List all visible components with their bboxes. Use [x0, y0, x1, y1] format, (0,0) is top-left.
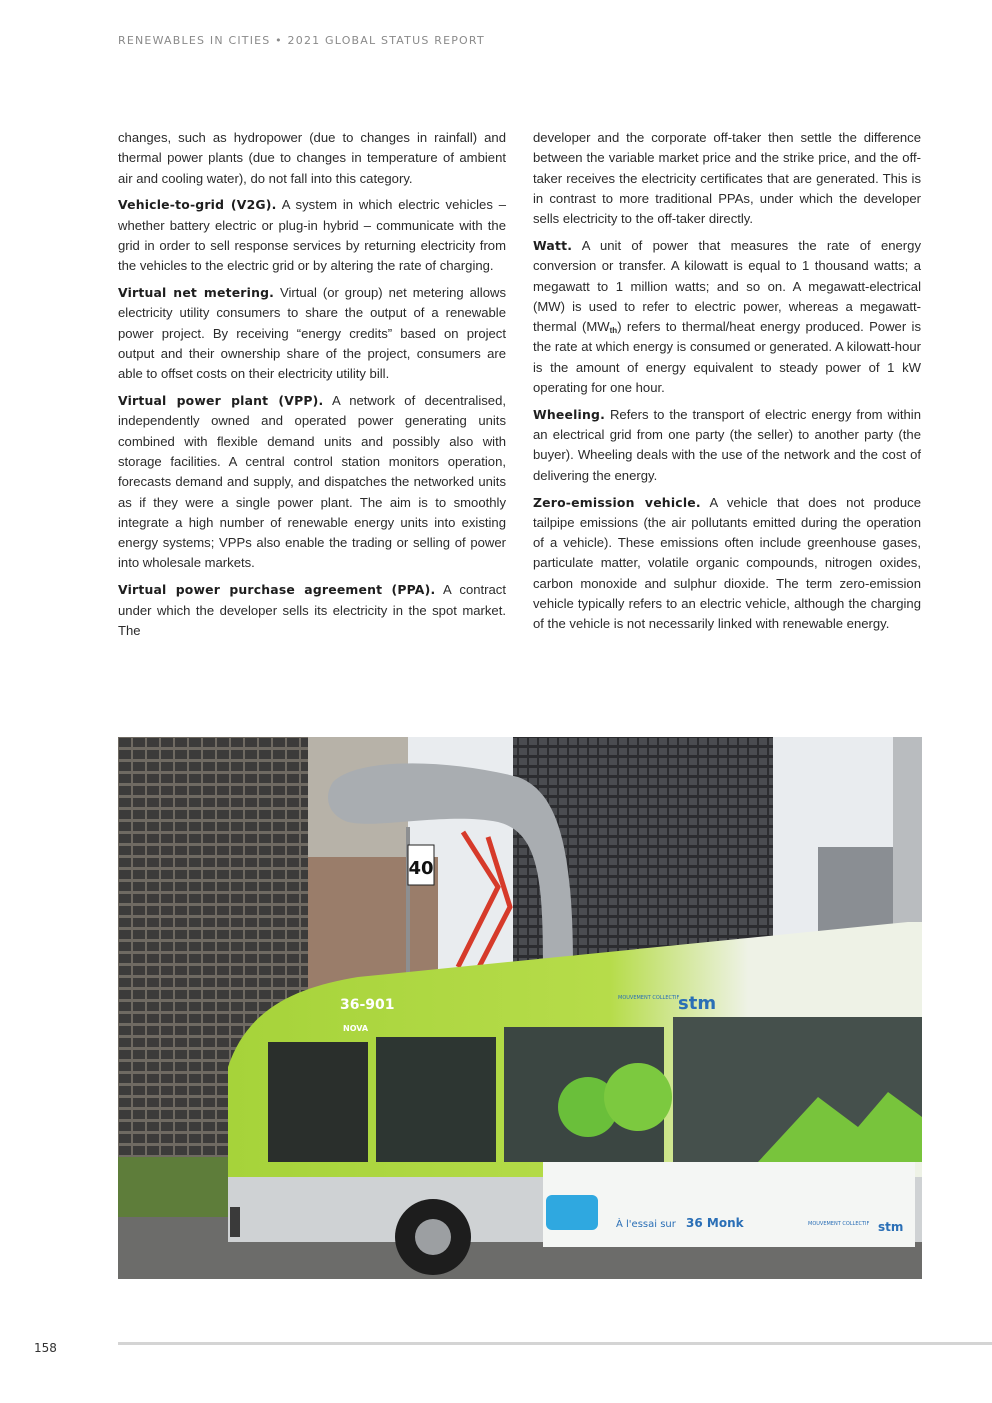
speed-sign-label: 40	[408, 858, 434, 879]
term-watt: Watt.	[533, 237, 573, 253]
definition-zero-emission-vehicle: A vehicle that does not produce tailpipe emissions (the air pollutants emitted during the operation of a vehicle). These emissions often include greenhouse gases, particulate matter, volatile organic compounds, nitrogen oxides, carbon monoxide and sulphur dioxide. The term zero-emission vehicle typically refers to an electric vehicle, although the charging of the vehicle is not necessarily linked with renewable energy.	[533, 494, 921, 632]
bus-ad-panel	[543, 1162, 915, 1247]
term-virtual-ppa: Virtual power purchase agreement (PPA).	[118, 582, 436, 598]
bus-ad-route: 36 Monk	[686, 1216, 744, 1230]
term-zero-emission-vehicle: Zero-emission vehicle.	[533, 494, 701, 510]
tree-graphic	[604, 1063, 672, 1131]
continued-paragraph: changes, such as hydropower (due to changes in rainfall) and thermal power plants (due to changes in temperature of ambient air and cooling water), do not fall into this category.	[118, 130, 506, 186]
term-vpp: Virtual power plant (VPP).	[118, 393, 324, 409]
glossary-entry-zero-emission-vehicle	[533, 493, 921, 635]
term-wheeling: Wheeling.	[533, 406, 605, 422]
bus-brand: stm	[678, 993, 717, 1014]
bus-brand-tag: MOUVEMENT COLLECTIF	[618, 995, 680, 1001]
bus-window-front	[268, 1042, 368, 1162]
bus-fleet-text: NOVA	[343, 1024, 369, 1033]
footer-rule	[118, 1342, 992, 1345]
subscript-th: th	[609, 326, 618, 336]
bus-ad-footer-tag: MOUVEMENT COLLECTIF	[808, 1221, 870, 1227]
glossary-entry-wheeling	[533, 405, 921, 486]
electric-bus-photo	[118, 737, 922, 1279]
bus-window-1	[376, 1037, 496, 1162]
page-number: 158	[34, 1341, 57, 1355]
running-header: RENEWABLES IN CITIES • 2021 GLOBAL STATUS REPORT	[118, 34, 485, 47]
definition-v2g: A system in which electric vehicles – whether battery electric or plug-in hybrid – communicate with the grid in order to sell response services by returning electricity from the vehicles to the electric grid or by altering the rate of charging.	[118, 197, 506, 274]
glossary-entry-v2g	[118, 195, 506, 276]
definition-watt-part1: A unit of power that measures the rate of energy conversion or transfer. A kilowatt is equal to 1 thousand watts; a megawatt to 1 million watts; and so on. A megawatt-electrical (MW) is used to refer to electric power, whereas a megawatt-thermal (MW	[533, 237, 921, 335]
bus-front-light	[230, 1207, 240, 1237]
left-column	[118, 128, 506, 648]
bus-wheel-hub	[415, 1219, 451, 1255]
glossary-entry-virtual-net-metering	[118, 283, 506, 384]
term-virtual-net-metering: Virtual net metering.	[118, 285, 275, 301]
definition-watt-part2: ) refers to thermal/heat energy produced. Power is the rate at which energy is consumed or generated. A kilowatt-hour is the amount of energy equivalent to steady power of 1 kW operating for one hour.	[533, 319, 921, 396]
bus-number: 36-901	[340, 997, 395, 1013]
glossary-entry-virtual-ppa	[118, 580, 506, 641]
bus-ad-icon	[546, 1195, 598, 1230]
continued-paragraph: developer and the corporate off-taker then settle the difference between the variable market price and the strike price, and the off-taker receives the electricity certificates that are generated. This is in contrast to more traditional PPAs, under which the developer sells electricity to the off-taker directly.	[533, 130, 921, 227]
definition-wheeling: Refers to the transport of electric energy from within an electrical grid from one party (the seller) to another party (the buyer). Wheeling deals with the use of the network and the cost of delivering the energy.	[533, 406, 921, 483]
right-column	[533, 128, 921, 641]
definition-virtual-net-metering: Virtual (or group) net metering allows electricity utility consumers to share the output of a renewable power project. By receiving “energy credits” based on project output and their ownership share of the project, consumers are able to offset costs on their electricity utility bill.	[118, 285, 507, 382]
bus-ad-trial-text: À l'essai sur	[616, 1219, 676, 1230]
term-v2g: Vehicle-to-grid (V2G).	[118, 197, 277, 213]
glossary-entry-watt	[533, 236, 921, 398]
definition-vpp: A network of decentralised, independently owned and operated power generating units combined with flexible demand units and possibly also with storage facilities. A central control station monitors operation, forecasts demand and supply, and dispatches the networked units as if they were a single power plant. The aim is to smoothly integrate a high number of renewable energy units into existing energy systems; VPPs also enable the trading or selling of power into wholesale markets.	[118, 393, 507, 571]
glossary-entry-vpp	[118, 391, 506, 574]
definition-virtual-ppa: A contract under which the developer sells its electricity in the spot market. The	[118, 582, 506, 638]
bus-ad-brand: stm	[878, 1220, 904, 1234]
